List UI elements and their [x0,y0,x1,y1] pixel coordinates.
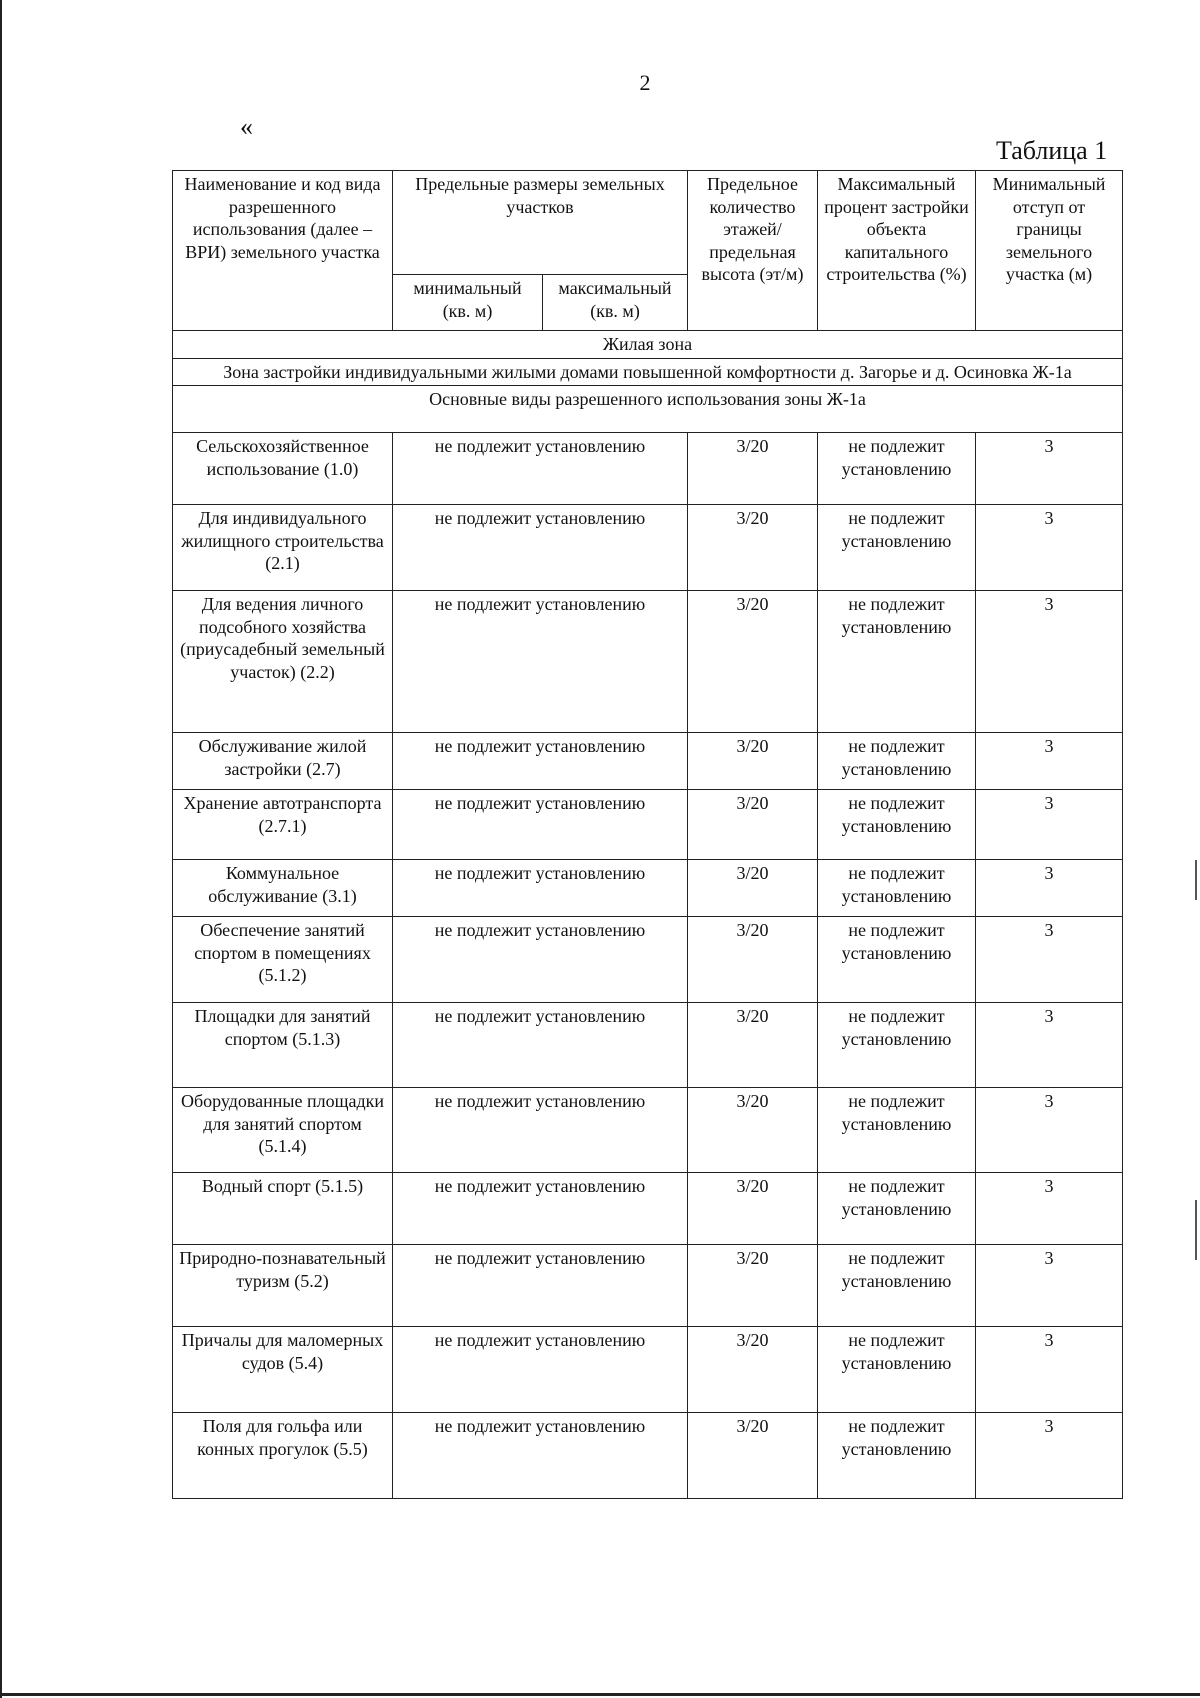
coverage-cell: не подлежит установлению [818,1088,976,1173]
floors-cell: 3/20 [688,1173,818,1245]
header-plot-max: максимальный (кв. м) [543,275,688,331]
floors-cell: 3/20 [688,591,818,733]
basic-uses-title-row [173,386,1123,433]
plot-sizes-cell: не подлежит установлению [393,591,688,733]
floors-cell: 3/20 [688,1088,818,1173]
table-row [173,1003,1123,1088]
table-row [173,1413,1123,1499]
subzone-title: Зона застройки индивидуальными жилыми домами повышенной комфортности д. Загорье и д. Осиновка Ж-1а [173,358,1123,386]
coverage-cell: не подлежит установлению [818,433,976,505]
scan-mark [1195,1200,1197,1260]
page-number: 2 [639,70,651,95]
setback-cell: 3 [976,790,1123,860]
vri-name-cell: Водный спорт (5.1.5) [173,1173,393,1245]
plot-sizes-cell: не подлежит установлению [393,733,688,790]
vri-name-cell: Обеспечение занятий спортом в помещениях (5.1.2) [173,917,393,1003]
setback-cell: 3 [976,591,1123,733]
setback-cell: 3 [976,733,1123,790]
floors-cell: 3/20 [688,1327,818,1413]
table-row [173,505,1123,591]
header-plot-min: минимальный (кв. м) [393,275,543,331]
table-row [173,733,1123,790]
header-floors: Предельное количество этажей/ предельная высота (эт/м) [688,171,818,331]
coverage-cell: не подлежит установлению [818,1003,976,1088]
vri-name-cell: Оборудованные площадки для занятий спортом (5.1.4) [173,1088,393,1173]
plot-sizes-cell: не подлежит установлению [393,917,688,1003]
table-header [173,171,1123,331]
table-row [173,591,1123,733]
header-coverage: Максимальный процент застройки объекта капитального строительства (%) [818,171,976,331]
floors-cell: 3/20 [688,505,818,591]
vri-name-cell: Для ведения личного подсобного хозяйства (приусадебный земельный участок) (2.2) [173,591,393,733]
setback-cell: 3 [976,433,1123,505]
plot-sizes-cell: не подлежит установлению [393,505,688,591]
coverage-cell: не подлежит установлению [818,505,976,591]
zone-title-row [173,331,1123,359]
plot-sizes-cell: не подлежит установлению [393,1003,688,1088]
subzone-title-row [173,358,1123,386]
plot-sizes-cell: не подлежит установлению [393,860,688,917]
coverage-cell: не подлежит установлению [818,860,976,917]
plot-sizes-cell: не подлежит установлению [393,1245,688,1327]
scan-edge-bottom [0,1693,1200,1696]
coverage-cell: не подлежит установлению [818,733,976,790]
header-setback: Минимальный отступ от границы земельного участка (м) [976,171,1123,331]
vri-name-cell: Хранение автотранспорта (2.7.1) [173,790,393,860]
zone-title: Жилая зона [173,331,1123,359]
table-row [173,860,1123,917]
vri-name-cell: Площадки для занятий спортом (5.1.3) [173,1003,393,1088]
table-row [173,1173,1123,1245]
floors-cell: 3/20 [688,733,818,790]
coverage-cell: не подлежит установлению [818,1413,976,1499]
floors-cell: 3/20 [688,917,818,1003]
setback-cell: 3 [976,1327,1123,1413]
setback-cell: 3 [976,1088,1123,1173]
zoning-table [172,170,1123,1499]
plot-sizes-cell: не подлежит установлению [393,1088,688,1173]
header-plot-sizes: Предельные размеры земельных участков [393,171,688,275]
setback-cell: 3 [976,860,1123,917]
plot-sizes-cell: не подлежит установлению [393,790,688,860]
coverage-cell: не подлежит установлению [818,1245,976,1327]
coverage-cell: не подлежит установлению [818,1173,976,1245]
vri-name-cell: Обслуживание жилой застройки (2.7) [173,733,393,790]
floors-cell: 3/20 [688,433,818,505]
header-vri: Наименование и код вида разрешенного использования (далее – ВРИ) земельного участка [173,171,393,331]
plot-sizes-cell: не подлежит установлению [393,1413,688,1499]
coverage-cell: не подлежит установлению [818,1327,976,1413]
scan-edge-left [0,0,2,1698]
basic-uses-title: Основные виды разрешенного использования зоны Ж-1а [173,386,1123,433]
vri-name-cell: Сельскохозяйственное использование (1.0) [173,433,393,505]
setback-cell: 3 [976,1413,1123,1499]
table-caption: Таблица 1 [996,136,1108,165]
plot-sizes-cell: не подлежит установлению [393,433,688,505]
vri-name-cell: Для индивидуального жилищного строительства (2.1) [173,505,393,591]
scan-mark [1195,860,1197,900]
vri-name-cell: Причалы для маломерных судов (5.4) [173,1327,393,1413]
table-row [173,1088,1123,1173]
table-row [173,917,1123,1003]
setback-cell: 3 [976,1173,1123,1245]
coverage-cell: не подлежит установлению [818,591,976,733]
plot-sizes-cell: не подлежит установлению [393,1173,688,1245]
floors-cell: 3/20 [688,1245,818,1327]
floors-cell: 3/20 [688,860,818,917]
coverage-cell: не подлежит установлению [818,790,976,860]
vri-name-cell: Поля для гольфа или конных прогулок (5.5) [173,1413,393,1499]
floors-cell: 3/20 [688,1413,818,1499]
floors-cell: 3/20 [688,790,818,860]
table-row [173,790,1123,860]
table-row [173,433,1123,505]
vri-name-cell: Коммунальное обслуживание (3.1) [173,860,393,917]
quote-mark: « [240,112,253,141]
vri-name-cell: Природно-познавательный туризм (5.2) [173,1245,393,1327]
setback-cell: 3 [976,917,1123,1003]
setback-cell: 3 [976,505,1123,591]
table-row [173,1327,1123,1413]
table-body [173,331,1123,1499]
setback-cell: 3 [976,1245,1123,1327]
plot-sizes-cell: не подлежит установлению [393,1327,688,1413]
setback-cell: 3 [976,1003,1123,1088]
coverage-cell: не подлежит установлению [818,917,976,1003]
floors-cell: 3/20 [688,1003,818,1088]
table-row [173,1245,1123,1327]
